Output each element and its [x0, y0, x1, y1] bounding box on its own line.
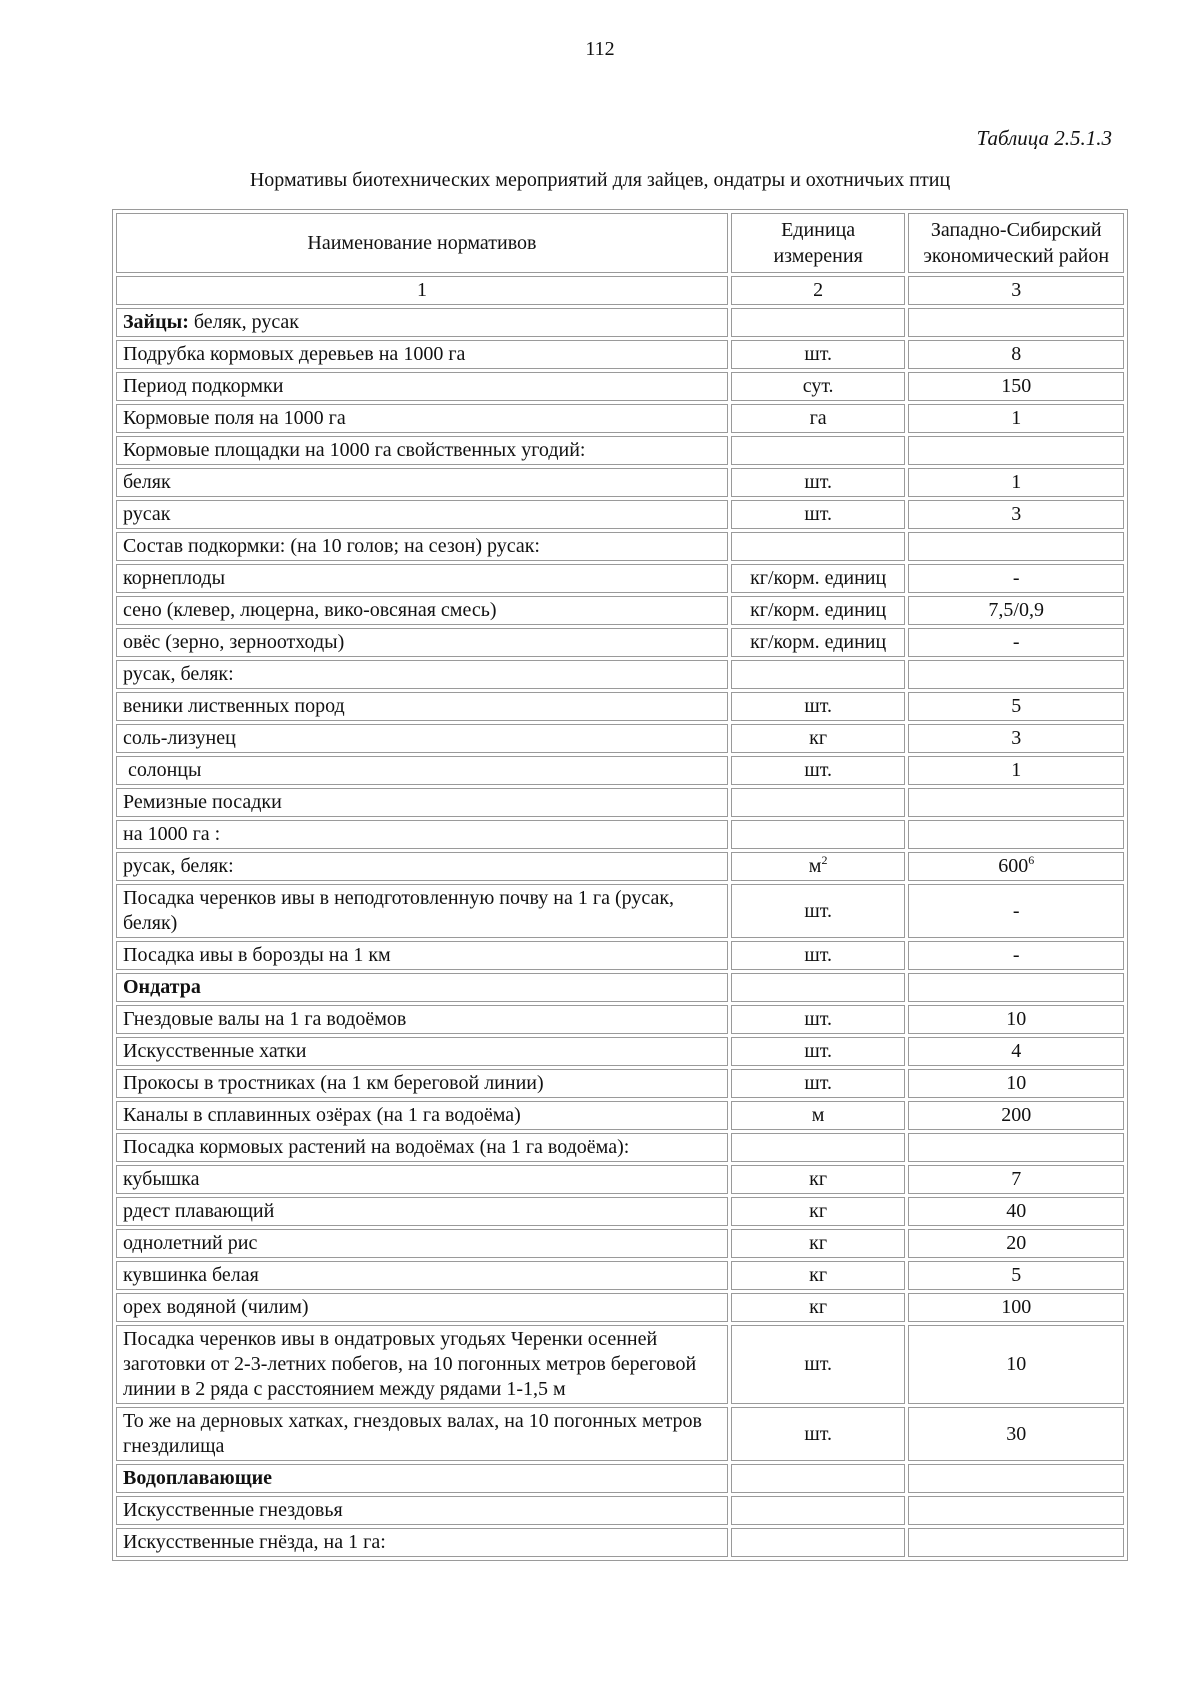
section-row — [116, 1464, 1124, 1493]
table-row — [116, 1101, 1124, 1130]
section-title: Зайцы: — [123, 311, 189, 333]
table-row — [116, 500, 1124, 529]
value-cell — [908, 973, 1124, 1002]
row-unit: м — [808, 855, 822, 877]
unit-cell — [731, 1261, 906, 1290]
name-cell — [116, 628, 728, 657]
name-cell — [116, 500, 728, 529]
row-value: 40 — [1006, 1200, 1027, 1222]
value-cell — [908, 1261, 1124, 1290]
table-row — [116, 756, 1124, 785]
name-cell — [116, 660, 728, 689]
row-name: веники лиственных пород — [123, 695, 345, 717]
unit-cell — [731, 1133, 906, 1162]
table-row — [116, 564, 1124, 593]
table-row — [116, 1133, 1124, 1162]
row-name: овёс (зерно, зерноотходы) — [123, 631, 345, 653]
row-name: Кормовые поля на 1000 га — [123, 407, 346, 429]
unit-cell — [731, 1293, 906, 1322]
unit-cell — [731, 1197, 906, 1226]
value-cell — [908, 692, 1124, 721]
unit-cell — [731, 884, 906, 938]
row-unit: шт. — [804, 1353, 832, 1375]
unit-cell — [731, 692, 906, 721]
value-cell — [908, 724, 1124, 753]
unit-cell — [731, 436, 906, 465]
name-cell — [116, 1069, 728, 1098]
value-cell — [908, 1165, 1124, 1194]
row-name: Посадка черенков ивы в неподготовленную почву на 1 га (русак, беляк) — [123, 887, 680, 934]
norms-table — [112, 209, 1128, 1561]
table-row — [116, 788, 1124, 817]
row-value: 150 — [1001, 375, 1032, 397]
row-name: Состав подкормки: (на 10 голов; на сезон) русак: — [123, 535, 540, 557]
value-cell — [908, 596, 1124, 625]
name-cell — [116, 1229, 728, 1258]
unit-cell — [731, 1101, 906, 1130]
name-cell — [116, 884, 728, 938]
row-name: Гнездовые валы на 1 га водоёмов — [123, 1008, 407, 1030]
header-region-cell — [908, 213, 1124, 273]
table-row — [116, 1005, 1124, 1034]
row-value: 5 — [1011, 695, 1022, 717]
row-unit: кг — [809, 727, 828, 749]
name-cell — [116, 564, 728, 593]
value-cell — [908, 1528, 1124, 1557]
name-cell — [116, 1165, 728, 1194]
table-row — [116, 1069, 1124, 1098]
name-cell — [116, 1293, 728, 1322]
name-cell — [116, 372, 728, 401]
table-row — [116, 532, 1124, 561]
row-value: 8 — [1011, 343, 1022, 365]
name-cell — [116, 1005, 728, 1034]
name-cell — [116, 1464, 728, 1493]
table-row — [116, 852, 1124, 881]
row-value: 10 — [1006, 1008, 1027, 1030]
name-cell — [116, 1261, 728, 1290]
row-name: Искусственные хатки — [123, 1040, 307, 1062]
value-cell — [908, 628, 1124, 657]
row-value: 600 — [998, 855, 1029, 877]
row-name: кувшинка белая — [123, 1264, 259, 1286]
unit-cell — [731, 1528, 906, 1557]
row-unit: шт. — [804, 1008, 832, 1030]
row-name: Каналы в сплавинных озёрах (на 1 га водоёма) — [123, 1104, 521, 1126]
unit-cell — [731, 500, 906, 529]
row-unit: шт. — [804, 695, 832, 717]
unit-cell — [731, 660, 906, 689]
header-region-line1: Западно-Сибирский — [930, 219, 1102, 241]
value-cell — [908, 564, 1124, 593]
unit-cell — [731, 468, 906, 497]
row-name: Прокосы в тростниках (на 1 км береговой линии) — [123, 1072, 544, 1094]
name-cell — [116, 788, 728, 817]
table-row — [116, 1528, 1124, 1557]
row-value: - — [1012, 631, 1020, 653]
name-cell — [116, 941, 728, 970]
value-cell — [908, 500, 1124, 529]
table-row — [116, 628, 1124, 657]
value-cell — [908, 660, 1124, 689]
value-cell — [908, 1293, 1124, 1322]
row-unit: кг/корм. единиц — [750, 599, 887, 621]
name-cell — [116, 596, 728, 625]
value-cell — [908, 788, 1124, 817]
row-value: 3 — [1011, 503, 1022, 525]
value-cell — [908, 852, 1124, 881]
row-unit: кг — [809, 1200, 828, 1222]
row-unit: шт. — [804, 1040, 832, 1062]
unit-cell — [731, 404, 906, 433]
value-cell — [908, 404, 1124, 433]
name-cell — [116, 1133, 728, 1162]
unit-cell — [731, 340, 906, 369]
table-body — [116, 308, 1124, 1557]
table-row — [116, 692, 1124, 721]
row-value: 100 — [1001, 1296, 1032, 1318]
value-cell — [908, 372, 1124, 401]
row-value: 7,5/0,9 — [988, 599, 1044, 621]
row-unit: сут. — [802, 375, 834, 397]
name-cell — [116, 1037, 728, 1066]
table-row — [116, 724, 1124, 753]
row-value: 1 — [1011, 407, 1022, 429]
name-cell — [116, 820, 728, 849]
row-name: русак, беляк: — [123, 855, 234, 877]
unit-cell — [731, 308, 906, 337]
unit-cell — [731, 973, 906, 1002]
value-cell — [908, 820, 1124, 849]
name-cell — [116, 468, 728, 497]
name-cell — [116, 1197, 728, 1226]
row-unit: шт. — [804, 899, 832, 922]
row-unit: кг — [809, 1296, 828, 1318]
row-value: - — [1012, 567, 1020, 589]
page-number: 112 — [585, 38, 615, 60]
name-cell — [116, 724, 728, 753]
value-cell — [908, 756, 1124, 785]
section-title: Ондатра — [123, 976, 201, 998]
value-cell — [908, 1101, 1124, 1130]
row-name: орех водяной (чилим) — [123, 1296, 309, 1318]
value-cell — [908, 1197, 1124, 1226]
row-name: сено (клевер, люцерна, вико-овсяная смесь) — [123, 599, 497, 621]
table-row — [116, 436, 1124, 465]
value-cell — [908, 436, 1124, 465]
header-name-cell — [116, 213, 728, 273]
name-cell — [116, 404, 728, 433]
value-cell — [908, 941, 1124, 970]
row-unit: шт. — [804, 1422, 832, 1445]
unit-cell — [731, 1069, 906, 1098]
unit-cell — [731, 1464, 906, 1493]
name-cell — [116, 692, 728, 721]
row-value: 10 — [1006, 1353, 1027, 1375]
unit-cell — [731, 564, 906, 593]
table-row — [116, 820, 1124, 849]
row-unit: м — [811, 1104, 825, 1126]
row-value: 1 — [1011, 759, 1022, 781]
row-name: Подрубка кормовых деревьев на 1000 га — [123, 343, 466, 365]
row-value: 3 — [1011, 727, 1022, 749]
unit-cell — [731, 1165, 906, 1194]
table-row — [116, 1407, 1124, 1461]
table-row — [116, 1197, 1124, 1226]
table-row — [116, 1325, 1124, 1404]
unit-cell — [731, 372, 906, 401]
table-row — [116, 1496, 1124, 1525]
value-cell — [908, 1133, 1124, 1162]
row-unit: кг/корм. единиц — [750, 567, 887, 589]
row-name: соль-лизунец — [123, 727, 236, 749]
table-row — [116, 884, 1124, 938]
row-name: рдест плавающий — [123, 1200, 275, 1222]
row-name: корнеплоды — [123, 567, 226, 589]
header-unit-cell — [731, 213, 906, 273]
value-cell — [908, 1229, 1124, 1258]
value-cell — [908, 1464, 1124, 1493]
table-row — [116, 596, 1124, 625]
row-name: Искусственные гнёзда, на 1 га: — [123, 1531, 386, 1553]
row-name: Период подкормки — [123, 375, 284, 397]
row-value: 10 — [1006, 1072, 1027, 1094]
row-name: Посадка кормовых растений на водоёмах (на 1 га водоёма): — [123, 1136, 630, 1158]
row-name: солонцы — [123, 759, 202, 781]
unit-cell — [731, 1037, 906, 1066]
unit-cell — [731, 628, 906, 657]
row-name: Посадка черенков ивы в ондатровых угодьях Черенки осенней заготовки от 2-3-летних побегов, на 10 погонных метров береговой линии в 2 ряда с расстоянием между рядами 1-1,5 м — [123, 1328, 702, 1400]
table-row — [116, 1165, 1124, 1194]
row-unit: кг/корм. единиц — [750, 631, 887, 653]
unit-cell — [731, 724, 906, 753]
row-value: - — [1012, 944, 1020, 966]
value-cell — [908, 308, 1124, 337]
value-cell — [908, 1037, 1124, 1066]
row-unit: шт. — [804, 1072, 832, 1094]
row-value: 7 — [1011, 1168, 1022, 1190]
unit-superscript: 2 — [821, 853, 828, 867]
row-name: Ремизные посадки — [123, 791, 282, 813]
value-cell — [908, 468, 1124, 497]
row-value: 5 — [1011, 1264, 1022, 1286]
row-value: 1 — [1011, 471, 1022, 493]
row-name: беляк — [123, 471, 171, 493]
name-cell — [116, 436, 728, 465]
name-cell — [116, 1101, 728, 1130]
value-cell — [908, 884, 1124, 938]
unit-cell — [731, 852, 906, 881]
row-unit: шт. — [804, 471, 832, 493]
row-name: русак, беляк: — [123, 663, 234, 685]
name-cell — [116, 308, 728, 337]
table-row — [116, 941, 1124, 970]
name-cell — [116, 756, 728, 785]
value-cell — [908, 1407, 1124, 1461]
header-region-line2: экономический район — [923, 245, 1110, 267]
row-name: Искусственные гнездовья — [123, 1499, 343, 1521]
row-unit: кг — [809, 1168, 828, 1190]
row-value: 200 — [1001, 1104, 1032, 1126]
row-unit: кг — [809, 1264, 828, 1286]
value-cell — [908, 1069, 1124, 1098]
row-unit: га — [809, 407, 827, 429]
section-row — [116, 973, 1124, 1002]
table-title: Нормативы биотехнических мероприятий для зайцев, ондатры и охотничьих птиц — [249, 169, 951, 191]
row-name: То же на дерновых хатках, гнездовых валах, на 10 погонных метров гнездилища — [123, 1410, 707, 1457]
row-value: 4 — [1011, 1040, 1022, 1062]
header-unit-line1: Единица — [781, 219, 856, 241]
table-row — [116, 1229, 1124, 1258]
column-number: 2 — [731, 276, 906, 305]
column-number-row — [116, 276, 1124, 305]
table-caption: Таблица 2.5.1.3 — [976, 126, 1112, 150]
row-value: 30 — [1006, 1422, 1027, 1445]
name-cell — [116, 1528, 728, 1557]
table-row — [116, 468, 1124, 497]
row-name: кубышка — [123, 1168, 200, 1190]
row-unit: шт. — [804, 759, 832, 781]
table-row — [116, 1037, 1124, 1066]
name-cell — [116, 1496, 728, 1525]
unit-cell — [731, 1229, 906, 1258]
unit-cell — [731, 1407, 906, 1461]
unit-cell — [731, 756, 906, 785]
table-row — [116, 340, 1124, 369]
name-cell — [116, 1407, 728, 1461]
value-cell — [908, 1325, 1124, 1404]
value-cell — [908, 1005, 1124, 1034]
table-row — [116, 372, 1124, 401]
value-superscript: 6 — [1028, 853, 1035, 867]
value-cell — [908, 340, 1124, 369]
column-number: 3 — [908, 276, 1124, 305]
table-header — [116, 213, 1124, 305]
row-name: однолетний рис — [123, 1232, 258, 1254]
table-row — [116, 660, 1124, 689]
section-row — [116, 308, 1124, 337]
name-cell — [116, 973, 728, 1002]
unit-cell — [731, 1005, 906, 1034]
row-name: на 1000 га : — [123, 823, 221, 845]
unit-cell — [731, 596, 906, 625]
row-value: - — [1012, 899, 1020, 922]
header-unit-line2: измерения — [773, 245, 863, 267]
unit-cell — [731, 1325, 906, 1404]
table-row — [116, 1293, 1124, 1322]
row-name: Кормовые площадки на 1000 га свойственных угодий: — [123, 439, 586, 461]
row-name: беляк, русак — [188, 311, 300, 333]
row-name: русак — [123, 503, 171, 525]
unit-cell — [731, 532, 906, 561]
row-unit: шт. — [804, 343, 832, 365]
unit-cell — [731, 1496, 906, 1525]
row-unit: шт. — [804, 944, 832, 966]
unit-cell — [731, 788, 906, 817]
row-unit: кг — [809, 1232, 828, 1254]
value-cell — [908, 532, 1124, 561]
row-value: 20 — [1006, 1232, 1027, 1254]
row-name: Посадка ивы в борозды на 1 км — [123, 944, 391, 966]
unit-cell — [731, 941, 906, 970]
section-title: Водоплавающие — [123, 1467, 272, 1489]
header-name: Наименование нормативов — [307, 232, 537, 254]
table-row — [116, 404, 1124, 433]
name-cell — [116, 1325, 728, 1404]
value-cell — [908, 1496, 1124, 1525]
column-number: 1 — [116, 276, 728, 305]
name-cell — [116, 852, 728, 881]
name-cell — [116, 532, 728, 561]
table-row — [116, 1261, 1124, 1290]
unit-cell — [731, 820, 906, 849]
name-cell — [116, 340, 728, 369]
row-unit: шт. — [804, 503, 832, 525]
